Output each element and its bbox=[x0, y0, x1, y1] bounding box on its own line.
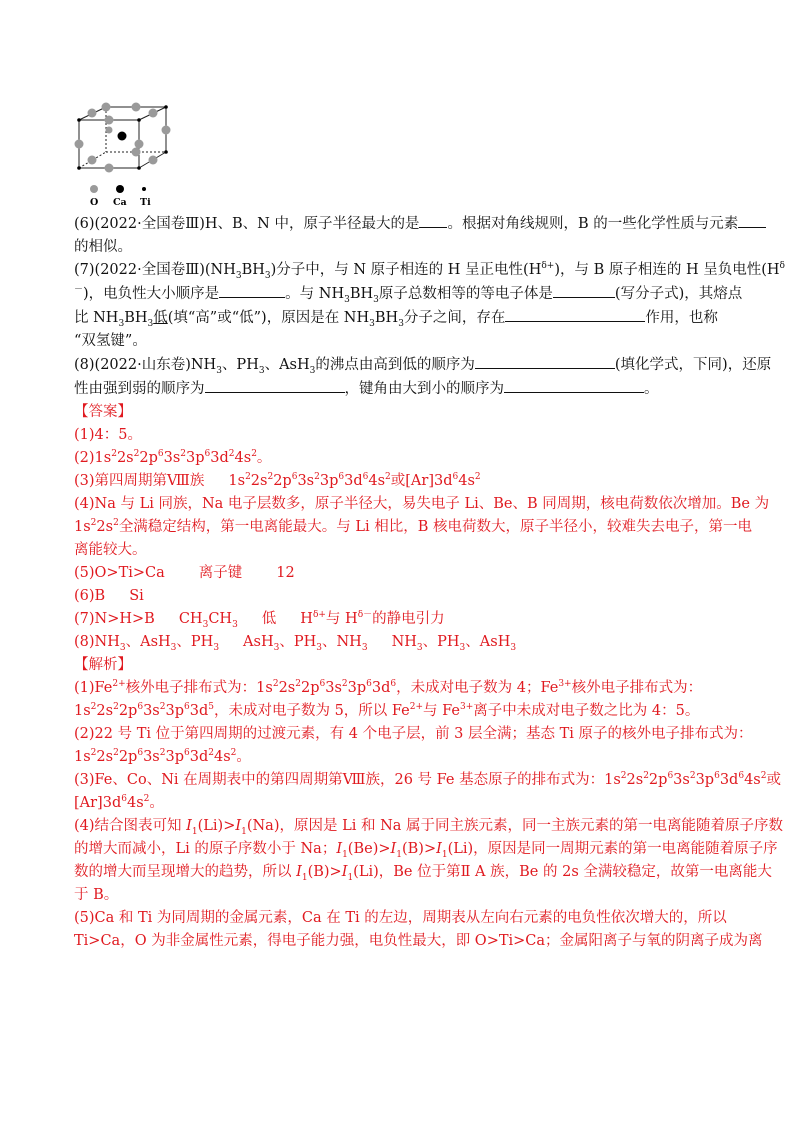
ti-atom bbox=[137, 118, 141, 122]
ti-atom bbox=[164, 105, 168, 109]
analysis-4-line-3: 数的增大而呈现增大的趋势，所以 $I_1(B)>I_1(Li)$，Be 位于第Ⅱ A 族，Be 的 2s 全满较稳定，故第一电离能大 bbox=[74, 864, 772, 883]
analysis-4-line-1: (4)结合图表可知 $I_1(Li)>I_1(Na)$，原因是 Li 和 Na 属于同主族元素，同一主族元素的第一电离能随着原子序数 bbox=[74, 818, 784, 837]
answer-6: (6)B Si bbox=[74, 588, 144, 604]
legend-ca-label: Ca bbox=[113, 197, 127, 208]
question-6-line-2: 的相似。 bbox=[74, 239, 132, 255]
o-atom bbox=[149, 109, 158, 118]
answer-blank[interactable] bbox=[205, 377, 345, 393]
answer-blank[interactable] bbox=[553, 282, 615, 298]
analysis-5-line-1: (5)Ca 和 Ti 为同周期的金属元素，Ca 在 Ti 的左边，周期表从左向右元素的电负性依次增大的，所以 bbox=[74, 910, 727, 926]
question-8-line-2: 性由强到弱的顺序为 ，键角由大到小的顺序为 。 bbox=[74, 377, 734, 401]
ti-atom bbox=[77, 166, 81, 170]
analysis-4-line-2: 的增大而减小，Li 的原子序数小于 Na；$I_1(Be)>I_1(B)>I_1(Li)$，原因是同一周期元素的第一电离能随着原子序 bbox=[74, 841, 778, 860]
o-atom bbox=[75, 140, 84, 149]
question-7-line-2: －)，电负性大小顺序是 。与 $NH_3BH_3$原子总数相等的等电子体是 (写分子式)，其熔点 bbox=[74, 282, 734, 306]
answer-3: (3)第四周期第Ⅷ族 $1s^22s^22p^63s^23p^63d^64s^2$或$[Ar]3d^64s^2$ bbox=[74, 472, 481, 489]
ti-atom bbox=[137, 166, 141, 170]
legend-o-marker bbox=[90, 185, 98, 193]
question-7-line-4: “双氢键”。 bbox=[74, 333, 147, 349]
analysis-heading: 【解析】 bbox=[74, 657, 132, 673]
analysis-5-line-2: Ti>Ca，O 为非金属性元素，得电子能力强，电负性最大，即 O>Ti>Ca；金属阳离子与氧的阴离子成为离 bbox=[74, 933, 763, 949]
legend-ca-marker bbox=[116, 185, 124, 193]
analysis-3-line-1: (3)Fe、Co、Ni 在周期表中的第四周期第Ⅷ族，26 号 Fe 基态原子的排布式为：$1s^22s^22p^63s^23p^63d^64s^2$或 bbox=[74, 771, 781, 788]
o-atom bbox=[132, 103, 141, 112]
answer-4-line-2: $1s^22s^2$全满稳定结构，第一电离能最大。与 Li 相比，B 核电荷数大，原子半径小，较难失去电子，第一电 bbox=[74, 518, 753, 535]
ti-atom bbox=[77, 118, 81, 122]
ca-atom bbox=[118, 132, 127, 141]
question-7-line-3: 比 $NH_3BH_3$低(填“高”或“低”)，原因是在 $NH_3BH_3$分子之间，存在 作用，也称 bbox=[74, 306, 734, 330]
answer-8: $(8)NH_3$、AsH$_3$、$PH_3$ AsH$_3$、$PH_3$、$NH_3$ $NH_3$、$PH_3$、AsH$_3$ bbox=[74, 634, 517, 653]
legend-ti-label: Ti bbox=[140, 197, 151, 208]
answer-blank[interactable] bbox=[475, 353, 615, 369]
o-atom bbox=[149, 156, 158, 165]
crystal-structure-figure bbox=[66, 92, 176, 208]
o-atom bbox=[88, 156, 97, 165]
answer-blank[interactable] bbox=[738, 212, 766, 228]
question-6-line-1: (6)(2022·全国卷Ⅲ)H、B、N 中，原子半径最大的是 。根据对角线规则，B 的一些化学性质与元素 bbox=[74, 212, 734, 236]
analysis-1-line-1: $(1)Fe^{2+}$核外电子排布式为：$1s^22s^22p^63s^23p^63d^6$，未成对电子数为 4；$Fe^{3+}$核外电子排布式为： bbox=[74, 679, 703, 696]
question-7-line-1: (7)(2022·全国卷$Ⅲ)(NH_3BH_3)$分子中，与 N 原子相连的 H 呈正电性$(H^{\delta+})$，与 B 原子相连的 H 呈负电性($H^\delta$ bbox=[74, 261, 785, 281]
answer-blank[interactable] bbox=[505, 306, 645, 322]
o-atom bbox=[102, 103, 111, 112]
o-atom bbox=[105, 164, 114, 173]
analysis-2-line-2: $1s^22s^22p^63s^23p^63d^24s^2$。 bbox=[74, 748, 251, 765]
answer-blank[interactable] bbox=[219, 282, 285, 298]
analysis-3-line-2: $[Ar]3d^64s^2$。 bbox=[74, 794, 164, 811]
answer-heading: 【答案】 bbox=[74, 404, 132, 420]
answer-5: (5)O>Ti>Ca 离子键 12 bbox=[74, 565, 295, 581]
o-atom bbox=[162, 126, 171, 135]
answer-2: $(2)1s^22s^22p^63s^23p^63d^24s^2$。 bbox=[74, 449, 272, 466]
analysis-1-line-2: $1s^22s^22p^63s^23p^63d^5$，未成对电子数为 5，所以 $Fe^{2+}$与 $Fe^{3+}$离子中未成对电子数之比为 4：5。 bbox=[74, 702, 700, 719]
legend-o-label: O bbox=[90, 197, 99, 208]
answer-4-line-3: 离能较大。 bbox=[74, 542, 147, 558]
o-atom bbox=[132, 148, 141, 157]
question-8-line-1: (8)(2022·山东卷)$NH_3$、$PH_3$、AsH$_3$的沸点由高到低的顺序为 (填化学式，下同)，还原 bbox=[74, 353, 734, 377]
legend-ti-marker bbox=[142, 187, 146, 191]
o-atom bbox=[105, 116, 114, 125]
document-content bbox=[74, 212, 785, 953]
ti-atom bbox=[164, 150, 168, 154]
o-atom bbox=[88, 109, 97, 118]
answer-blank[interactable] bbox=[504, 377, 644, 393]
analysis-2-line-1: (2)22 号 Ti 位于第四周期的过渡元素，有 4 个电子层，前 3 层全满；基态 Ti 原子的核外电子排布式为： bbox=[74, 726, 753, 742]
answer-1: (1)4：5。 bbox=[74, 427, 142, 443]
answer-7: (7)N>H>B $CH_3CH_3$ 低 $H^{\delta+}$与 $H^{\delta-}$的静电引力 bbox=[74, 610, 445, 630]
analysis-4-line-4: 于 B。 bbox=[74, 887, 119, 903]
answer-4-line-1: (4)Na 与 Li 同族，Na 电子层数多，原子半径大，易失电子 Li、Be、B 同周期，核电荷数依次增加。Be 为 bbox=[74, 496, 770, 512]
answer-blank[interactable] bbox=[419, 212, 447, 228]
o-atom bbox=[106, 127, 113, 134]
o-atom bbox=[135, 140, 144, 149]
